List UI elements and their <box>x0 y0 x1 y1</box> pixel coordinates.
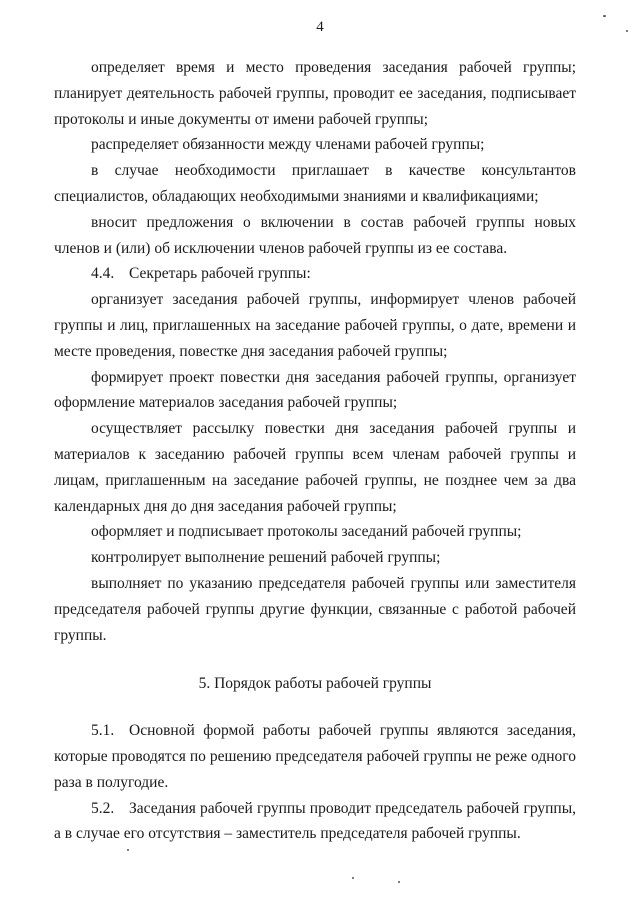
clause-text: Заседания рабочей группы проводит председатель рабочей группы, а в случае его отсутствия – заместитель председателя рабочей группы. <box>54 799 576 843</box>
page-number: 4 <box>316 19 324 35</box>
paragraph: организует заседания рабочей группы, информирует членов рабочей группы и лиц, приглашенных на заседание рабочей группы, о дате, времени и месте проведения, повестке дня заседания рабочей группы; <box>54 291 576 360</box>
paragraph: определяет время и место проведения заседания рабочей группы; планирует деятельность рабочей группы, проводит ее заседания, подписывает протоколы и иные документы от имени рабочей группы; <box>54 59 576 128</box>
scan-speck <box>398 881 400 883</box>
section-heading: 5. Порядок работы рабочей группы <box>198 675 432 693</box>
paragraph: формирует проект повестки дня заседания рабочей группы, организует оформление материалов заседания рабочей группы; <box>54 368 576 412</box>
scan-speck <box>352 877 354 879</box>
paragraph: выполняет по указанию председателя рабочей группы или заместителя председателя рабочей группы другие функции, связанные с работой рабочей группы. <box>54 574 576 644</box>
scan-speck <box>603 15 606 17</box>
paragraph: распределяет обязанности между членами рабочей группы; <box>91 136 485 154</box>
clause-text: Секретарь рабочей группы: <box>129 265 311 283</box>
clause-number: 4.4. <box>91 265 115 283</box>
scan-speck <box>127 849 129 851</box>
scan-speck <box>626 30 628 32</box>
clause-number: 5.1. <box>91 722 115 740</box>
clause-5-1 <box>54 718 576 795</box>
clause-5-2 <box>54 796 576 848</box>
clause-text: Основной формой работы рабочей группы являются заседания, которые проводятся по решению председателя рабочей группы не реже одного раза в полугодие. <box>54 722 576 791</box>
clause-number: 5.2. <box>91 799 115 817</box>
paragraph: оформляет и подписывает протоколы заседаний рабочей группы; <box>91 523 522 541</box>
paragraph: осуществляет рассылку повестки дня заседания рабочей группы и материалов к заседанию рабочей группы всем членам рабочей группы и лицам, приглашенным на заседание рабочей группы, не позднее чем за два календарных дня до дня заседания рабочей группы; <box>54 420 576 515</box>
paragraph: в случае необходимости приглашает в качестве консультантов специалистов, обладающих необходимыми знаниями и квалификациями; <box>54 162 576 205</box>
document-body <box>54 55 576 847</box>
paragraph: контролирует выполнение решений рабочей группы; <box>91 549 441 567</box>
clause-4-4 <box>54 261 576 287</box>
paragraph: вносит предложения о включении в состав рабочей группы новых членов и (или) об исключении членов рабочей группы из ее состава. <box>54 213 576 257</box>
